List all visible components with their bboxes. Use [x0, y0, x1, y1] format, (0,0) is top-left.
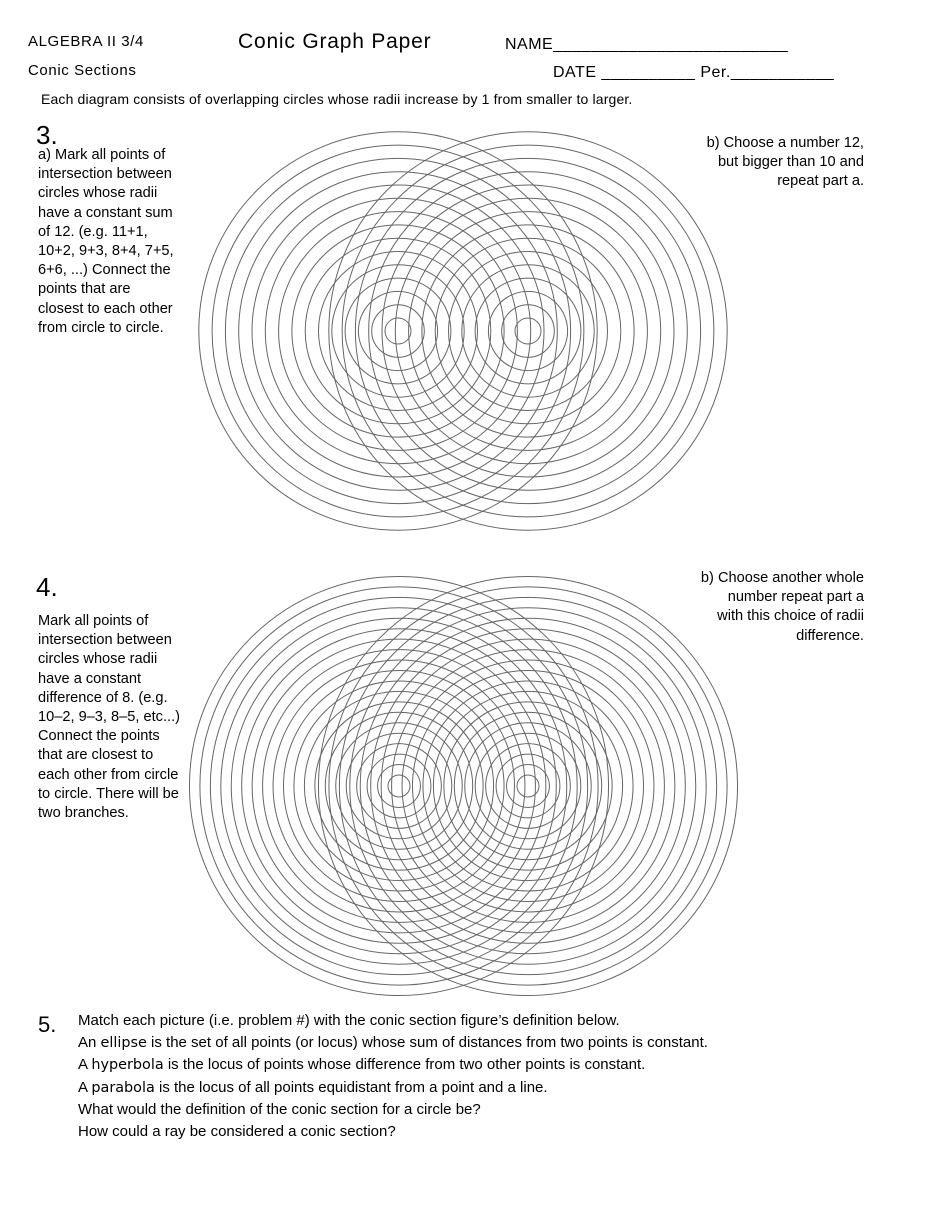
- problem-3-part-a-text: a) Mark all points of intersection between circles whose radii have a constant sum of 12. (e.g. 11+1, 10+2, 9+3, 8+4, 7+5, 6+6, ...) Connect the points that are closest to each other from circle to circle.: [38, 147, 174, 336]
- concentric-circle: [357, 744, 442, 829]
- problem-4-part-b-text: b) Choose another whole number repeat part a with this choice of radii difference.: [700, 570, 864, 644]
- concentric-circle: [355, 158, 700, 503]
- concentric-circle: [329, 587, 727, 985]
- concentric-circle: [252, 639, 546, 933]
- concentric-circle: [210, 597, 587, 974]
- conic-graph-figure-4: [180, 568, 770, 1013]
- concentric-circle: [372, 305, 425, 358]
- concentric-circle: [371, 629, 686, 944]
- concentric-circle: [315, 702, 483, 870]
- concentric-circle: [486, 744, 571, 829]
- concentric-circle: [507, 765, 550, 808]
- course-label-line1: ALGEBRA II 3/4: [28, 33, 144, 50]
- concentric-circle: [279, 212, 518, 451]
- concentric-circle: [444, 702, 612, 870]
- conic-graph-paper-figure-3: [180, 118, 770, 548]
- circle-family-right-focus: [318, 576, 737, 995]
- concentric-circle: [231, 618, 567, 954]
- concentric-circle: [515, 318, 541, 344]
- concentric-circle: [392, 650, 665, 923]
- circle-family-left-focus: [199, 132, 597, 530]
- conic-graph-figure-3: [180, 118, 770, 548]
- concentric-circle: [381, 639, 675, 933]
- concentric-circle: [325, 712, 472, 859]
- conic-term: hyperbola: [91, 1057, 164, 1074]
- concentric-circle: [350, 608, 706, 964]
- date-period-field-blank: DATE __________ Per.___________: [553, 64, 835, 81]
- problem-3-part-b-text: b) Choose a number 12, but bigger than 10 and repeat part a.: [706, 135, 864, 190]
- course-label-line2: Conic Sections: [28, 62, 137, 79]
- concentric-circle: [475, 733, 581, 839]
- concentric-circle: [239, 172, 558, 491]
- concentric-circle: [360, 618, 696, 954]
- circle-family-left-focus: [189, 576, 608, 995]
- concentric-circle: [409, 212, 648, 451]
- problem-5-text-block: [78, 1010, 878, 1143]
- concentric-circle: [212, 145, 584, 517]
- concentric-circle: [263, 650, 536, 923]
- concentric-circle: [273, 660, 525, 912]
- concentric-circle: [200, 587, 598, 985]
- concentric-circle: [367, 754, 431, 818]
- concentric-circle: [225, 158, 570, 503]
- problem-5-line: A hyperbola is the locus of points whose difference from two other points is constant.: [78, 1056, 646, 1074]
- page-title: Conic Graph Paper: [238, 30, 432, 53]
- concentric-circle: [346, 733, 452, 839]
- problem-4-part-a-text: Mark all points of intersection between circles whose radii have a constant difference of 8. (e.g. 10–2, 9–3, 8–5, etc...) Connect the points that are closest to each other from circle to circle. There will be two branches.: [38, 613, 180, 822]
- concentric-circle: [369, 172, 688, 491]
- problem-5-line: An ellipse is the set of all points (or locus) whose sum of distances from two points is constant.: [78, 1033, 708, 1051]
- conic-term: parabola: [91, 1079, 155, 1096]
- concentric-circle: [502, 305, 555, 358]
- concentric-circle: [199, 132, 597, 530]
- problem-5-line: A parabola is the locus of all points equidistant from a point and a line.: [78, 1078, 548, 1096]
- concentric-circle: [378, 765, 421, 808]
- concentric-circle: [305, 238, 491, 424]
- concentric-circle: [402, 660, 654, 912]
- conic-term: ellipse: [100, 1034, 147, 1051]
- concentric-circle: [329, 132, 727, 530]
- concentric-circle: [332, 265, 464, 397]
- concentric-circle: [435, 238, 621, 424]
- intro-instruction: Each diagram consists of overlapping circles whose radii increase by 1 from smaller to larger.: [41, 91, 633, 107]
- problem-5-line: Match each picture (i.e. problem #) with the conic section figure’s definition below.: [78, 1012, 620, 1029]
- problem-4-number: 4.: [36, 572, 58, 602]
- concentric-circle: [462, 265, 594, 397]
- problem-3-number: 3.: [36, 120, 58, 150]
- concentric-circle: [339, 597, 716, 974]
- problem-5-line: How could a ray be considered a conic section?: [78, 1122, 396, 1140]
- concentric-circle: [454, 712, 601, 859]
- conic-graph-paper-figure-4: [180, 568, 770, 1013]
- problem-5-line: What would the definition of the conic section for a circle be?: [78, 1101, 481, 1119]
- concentric-circle: [385, 318, 411, 344]
- problem-5-number: 5.: [38, 1012, 57, 1037]
- circle-family-right-focus: [329, 132, 727, 530]
- concentric-circle: [342, 145, 714, 517]
- concentric-circle: [242, 629, 557, 944]
- name-field-blank: NAME_________________________: [505, 36, 789, 53]
- concentric-circle: [221, 608, 577, 964]
- concentric-circle: [496, 754, 560, 818]
